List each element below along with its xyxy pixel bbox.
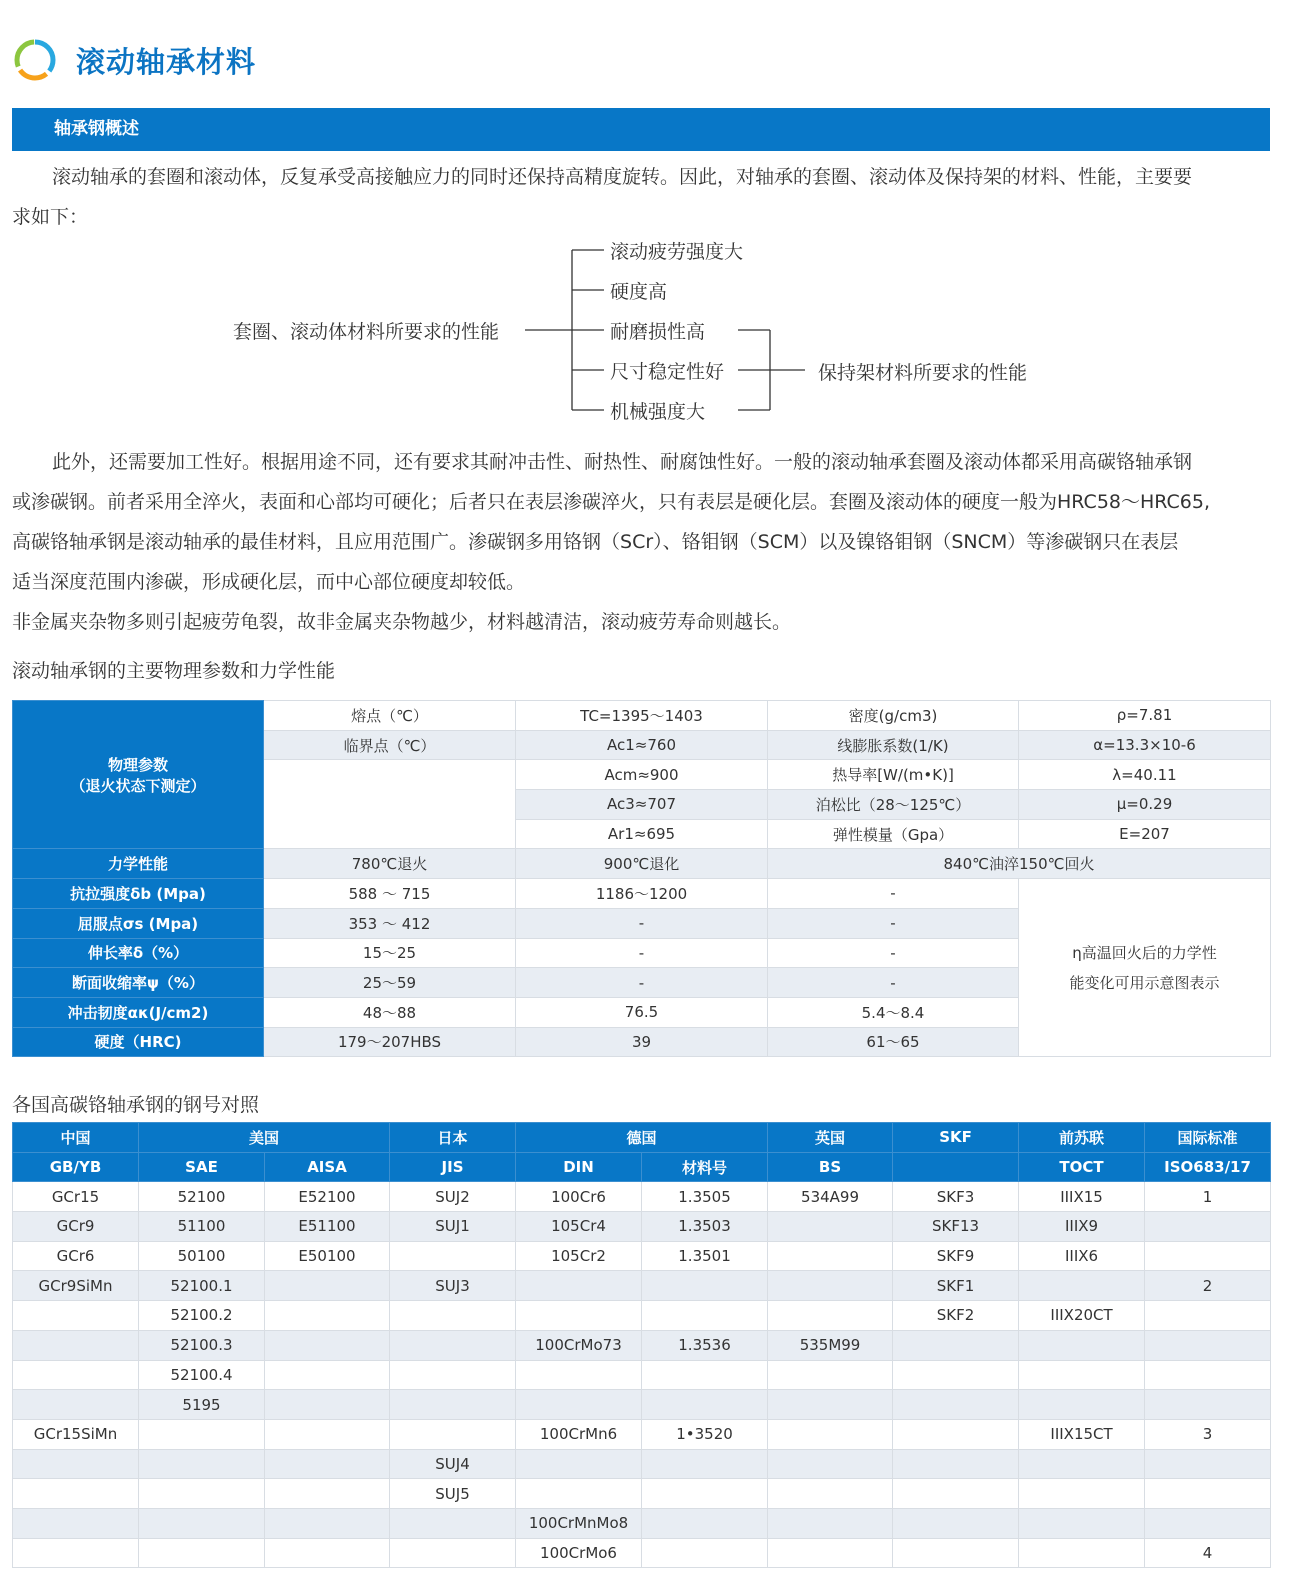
grade-cell: 100CrMn6 [516, 1419, 642, 1449]
tree-item: 滚动疲劳强度大 [610, 241, 744, 263]
phys-cell: ρ=7.81 [1019, 701, 1271, 731]
grade-cell: 100CrMo73 [516, 1330, 642, 1360]
grade-cell: E52100 [265, 1182, 390, 1212]
grade-cell [13, 1479, 139, 1509]
phys-cell: 线膨胀系数(1/K) [768, 730, 1019, 760]
grade-cell [893, 1419, 1019, 1449]
grade-cell [516, 1271, 642, 1301]
properties-table [12, 700, 1271, 1057]
grade-cell: 100Cr6 [516, 1182, 642, 1212]
grade-cell [768, 1449, 893, 1479]
grade-cell: 52100 [139, 1182, 265, 1212]
grade-cell [1019, 1449, 1145, 1479]
phys-cell: TC=1395～1403 [516, 701, 768, 731]
grade-cell: 1 [1145, 1182, 1271, 1212]
intro-line-2: 求如下： [12, 206, 89, 228]
grade-cell: SUJ3 [390, 1271, 516, 1301]
mech-cell: 39 [516, 1027, 768, 1057]
grades-header-standard: ISO683/17 [1145, 1152, 1271, 1182]
grade-cell: GCr15SiMn [13, 1419, 139, 1449]
grades-header-country: 日本 [390, 1123, 516, 1153]
grade-cell [516, 1479, 642, 1509]
mech-note-line: 能变化可用示意图表示 [1069, 973, 1220, 992]
table-row [13, 1360, 1271, 1390]
mech-row-label: 断面收缩率ψ（%） [13, 968, 264, 998]
grade-cell: 4 [1145, 1538, 1271, 1568]
grade-cell: IIIX15CT [1019, 1419, 1145, 1449]
table-row [13, 1390, 1271, 1420]
tree-item: 硬度高 [610, 281, 668, 303]
grade-cell: SKF2 [893, 1301, 1019, 1331]
grade-cell: 52100.1 [139, 1271, 265, 1301]
grades-header-standard: SAE [139, 1152, 265, 1182]
grade-cell [516, 1449, 642, 1479]
grade-cell [768, 1479, 893, 1509]
grade-cell: E50100 [265, 1241, 390, 1271]
mech-cell: - [768, 968, 1019, 998]
grade-cell [1019, 1360, 1145, 1390]
mech-header-cell: 780℃退火 [264, 849, 516, 879]
mech-cell: 48～88 [264, 997, 516, 1027]
mech-cell: 61～65 [768, 1027, 1019, 1057]
mech-cell: 588 ～ 715 [264, 879, 516, 909]
grade-cell: GCr9 [13, 1212, 139, 1242]
grade-cell: SKF13 [893, 1212, 1019, 1242]
mech-header-cell: 900℃退化 [516, 849, 768, 879]
grade-cell: 1.3536 [642, 1330, 768, 1360]
grade-cell [390, 1538, 516, 1568]
intro-line-1: 滚动轴承的套圈和滚动体，反复承受高接触应力的同时还保持高精度旋转。因此，对轴承的套圈、滚动体及保持架的材料、性能，主要要 [52, 166, 1193, 188]
grade-cell [265, 1360, 390, 1390]
grades-header-country: SKF [893, 1123, 1019, 1153]
grade-cell [768, 1301, 893, 1331]
page-header [12, 36, 256, 84]
mech-cell: - [768, 879, 1019, 909]
mech-cell: - [768, 908, 1019, 938]
grade-cell [1145, 1390, 1271, 1420]
phys-label-sub: （退火状态下测定） [70, 776, 206, 795]
grade-cell [13, 1330, 139, 1360]
grade-cell [1019, 1330, 1145, 1360]
phys-cell: Ac1≈760 [516, 730, 768, 760]
grade-cell [13, 1508, 139, 1538]
table-row [13, 1479, 1271, 1509]
grade-cell [139, 1479, 265, 1509]
grade-cell: SKF9 [893, 1241, 1019, 1271]
grade-cell: 52100.4 [139, 1360, 265, 1390]
tree-right-label: 保持架材料所要求的性能 [818, 362, 1028, 384]
table-row [13, 1330, 1271, 1360]
grade-cell [893, 1330, 1019, 1360]
grade-cell: 1.3505 [642, 1182, 768, 1212]
grade-cell [1145, 1330, 1271, 1360]
phys-cell: μ=0.29 [1019, 790, 1271, 820]
grade-cell [390, 1330, 516, 1360]
mech-cell: - [516, 908, 768, 938]
grade-cell: 3 [1145, 1419, 1271, 1449]
phys-cell: 密度(g/cm3) [768, 701, 1019, 731]
grade-cell: 1.3503 [642, 1212, 768, 1242]
grade-cell [1019, 1508, 1145, 1538]
grade-cell: SKF3 [893, 1182, 1019, 1212]
grade-cell [1019, 1271, 1145, 1301]
grades-header-standard: TOCT [1019, 1152, 1145, 1182]
phys-cell: Ac3≈707 [516, 790, 768, 820]
grade-cell [13, 1301, 139, 1331]
grade-cell [265, 1330, 390, 1360]
grade-cell: GCr15 [13, 1182, 139, 1212]
body-line-3: 高碳铬轴承钢是滚动轴承的最佳材料，且应用范围广。渗碳钢多用铬钢（SCr）、铬钼钢（SCM）以及镍铬钼钢（SNCM）等渗碳钢只在表层 [12, 531, 1179, 553]
grade-cell [516, 1390, 642, 1420]
grades-table [12, 1122, 1271, 1568]
grade-cell [1019, 1479, 1145, 1509]
phys-cell: α=13.3×10-6 [1019, 730, 1271, 760]
grade-cell [13, 1449, 139, 1479]
tree-left-label: 套圈、滚动体材料所要求的性能 [233, 321, 500, 343]
grade-cell [265, 1479, 390, 1509]
grade-cell: SUJ2 [390, 1182, 516, 1212]
grade-cell: IIIX15 [1019, 1182, 1145, 1212]
mech-cell: - [516, 938, 768, 968]
grade-cell [139, 1508, 265, 1538]
grades-header-standard: BS [768, 1152, 893, 1182]
phys-cell: 临界点（℃） [264, 730, 516, 760]
grade-cell [265, 1449, 390, 1479]
grade-cell: 100CrMo6 [516, 1538, 642, 1568]
grade-cell [13, 1360, 139, 1390]
mech-header-cell: 840℃油淬150℃回火 [768, 849, 1271, 879]
grade-cell [390, 1508, 516, 1538]
grade-cell: IIIX6 [1019, 1241, 1145, 1271]
table-row [13, 1241, 1271, 1271]
grades-header-standard: GB/YB [13, 1152, 139, 1182]
grade-cell: 52100.3 [139, 1330, 265, 1360]
grade-cell [768, 1419, 893, 1449]
phys-cell: 热导率[W/(m•K)] [768, 760, 1019, 790]
grades-header-country: 德国 [516, 1123, 768, 1153]
grade-cell [265, 1538, 390, 1568]
grade-cell: GCr6 [13, 1241, 139, 1271]
table-row [13, 1271, 1271, 1301]
grade-cell: 51100 [139, 1212, 265, 1242]
mech-row-label: 冲击韧度ακ(J/cm2) [13, 997, 264, 1027]
grade-cell: 100CrMnMo8 [516, 1508, 642, 1538]
grades-header-standard [893, 1152, 1019, 1182]
tree-item: 机械强度大 [610, 401, 706, 423]
body-line-5: 非金属夹杂物多则引起疲劳龟裂，故非金属夹杂物越少，材料越清洁，滚动疲劳寿命则越长。 [12, 611, 792, 633]
mech-cell: 76.5 [516, 997, 768, 1027]
grade-cell: SUJ1 [390, 1212, 516, 1242]
grade-cell [265, 1390, 390, 1420]
body-line-2: 或渗碳钢。前者采用全淬火，表面和心部均可硬化；后者只在表层渗碳淬火，只有表层是硬化层。套圈及滚动体的硬度一般为HRC58～HRC65, [12, 491, 1211, 513]
grade-cell: GCr9SiMn [13, 1271, 139, 1301]
grade-cell [768, 1212, 893, 1242]
grade-cell: IIIX20CT [1019, 1301, 1145, 1331]
body-line-4: 适当深度范围内渗碳，形成硬化层，而中心部位硬度却较低。 [12, 571, 526, 593]
grade-cell [768, 1538, 893, 1568]
mech-cell: 5.4～8.4 [768, 997, 1019, 1027]
grade-cell [642, 1301, 768, 1331]
mech-row-label: 屈服点σs (Mpa) [13, 908, 264, 938]
grade-cell [642, 1390, 768, 1420]
table-row [13, 1212, 1271, 1242]
grade-cell [1145, 1508, 1271, 1538]
grade-cell [893, 1360, 1019, 1390]
grade-cell [768, 1508, 893, 1538]
grade-cell [390, 1360, 516, 1390]
ring-logo-icon [12, 37, 58, 83]
grade-cell: 105Cr4 [516, 1212, 642, 1242]
phys-cell: Ar1≈695 [516, 819, 768, 849]
grades-table-body [13, 1182, 1271, 1568]
table-row [13, 1449, 1271, 1479]
grade-cell [768, 1360, 893, 1390]
grades-header-country: 美国 [139, 1123, 390, 1153]
grade-cell [265, 1508, 390, 1538]
grade-cell [1019, 1538, 1145, 1568]
grade-cell [390, 1390, 516, 1420]
grade-cell [1145, 1479, 1271, 1509]
grade-cell [139, 1538, 265, 1568]
tree-item: 耐磨损性高 [610, 321, 706, 343]
grade-cell [642, 1360, 768, 1390]
phys-label: 物理参数 [107, 755, 168, 774]
grade-cell [642, 1271, 768, 1301]
grade-cell [768, 1241, 893, 1271]
grades-header-standard: DIN [516, 1152, 642, 1182]
mech-cell: 1186～1200 [516, 879, 768, 909]
grades-header-country: 国际标准 [1145, 1123, 1271, 1153]
grade-cell [1145, 1241, 1271, 1271]
grade-cell [516, 1360, 642, 1390]
grades-header-country: 英国 [768, 1123, 893, 1153]
grade-cell [13, 1538, 139, 1568]
grade-cell: 1.3501 [642, 1241, 768, 1271]
grade-cell [1019, 1390, 1145, 1420]
page-title: 滚动轴承材料 [76, 44, 257, 79]
phys-cell: Acm≈900 [516, 760, 768, 790]
grade-cell [1145, 1449, 1271, 1479]
grade-cell [265, 1271, 390, 1301]
grade-cell [642, 1479, 768, 1509]
grade-cell [1145, 1360, 1271, 1390]
grade-cell [516, 1301, 642, 1331]
grade-cell [139, 1419, 265, 1449]
grade-cell [768, 1390, 893, 1420]
table-row [13, 1182, 1271, 1212]
mech-cell: - [516, 968, 768, 998]
table-row [13, 1419, 1271, 1449]
grade-cell: 535M99 [768, 1330, 893, 1360]
grade-cell [893, 1390, 1019, 1420]
body-line-1: 此外，还需要加工性好。根据用途不同，还有要求其耐冲击性、耐热性、耐腐蚀性好。一般的滚动轴承套圈及滚动体都采用高碳铬轴承钢 [52, 451, 1193, 473]
mech-row-label: 伸长率δ（%） [13, 938, 264, 968]
grade-cell [893, 1449, 1019, 1479]
grade-cell [642, 1449, 768, 1479]
grade-cell [390, 1241, 516, 1271]
table-row [13, 1508, 1271, 1538]
grade-cell [1145, 1301, 1271, 1331]
grade-cell [768, 1271, 893, 1301]
grades-header-country: 中国 [13, 1123, 139, 1153]
mech-cell: - [768, 938, 1019, 968]
grade-cell [642, 1508, 768, 1538]
phys-cell: 熔点（℃） [264, 701, 516, 731]
grade-cell [893, 1538, 1019, 1568]
phys-cell: λ=40.11 [1019, 760, 1271, 790]
grades-header-standard: JIS [390, 1152, 516, 1182]
grade-cell [390, 1301, 516, 1331]
grade-cell [893, 1508, 1019, 1538]
grade-cell: SUJ4 [390, 1449, 516, 1479]
grade-cell: 2 [1145, 1271, 1271, 1301]
mech-row-label: 抗拉强度δb (Mpa) [13, 879, 264, 909]
grade-cell [893, 1479, 1019, 1509]
phys-cell: 弹性模量（Gpa） [768, 819, 1019, 849]
phys-cell: E=207 [1019, 819, 1271, 849]
mech-cell: 179～207HBS [264, 1027, 516, 1057]
grade-cell: 52100.2 [139, 1301, 265, 1331]
mech-note-cell [1019, 879, 1271, 1057]
grade-cell: 50100 [139, 1241, 265, 1271]
grade-cell: IIIX9 [1019, 1212, 1145, 1242]
phys-cell: 泊松比（28～125℃） [768, 790, 1019, 820]
grades-header-standard: AISA [265, 1152, 390, 1182]
mech-row-label: 硬度（HRC) [13, 1027, 264, 1057]
phys-label-cell [13, 701, 264, 849]
grade-cell [642, 1538, 768, 1568]
table-row [13, 1538, 1271, 1568]
mech-cell: 25～59 [264, 968, 516, 998]
props-caption: 滚动轴承钢的主要物理参数和力学性能 [12, 660, 336, 682]
grade-cell: E51100 [265, 1212, 390, 1242]
phys-empty-cell [264, 760, 516, 849]
grade-cell [1145, 1212, 1271, 1242]
mech-cell: 15～25 [264, 938, 516, 968]
table-row [13, 1301, 1271, 1331]
grade-cell [139, 1449, 265, 1479]
requirements-diagram [0, 230, 1290, 430]
grade-cell [390, 1419, 516, 1449]
grade-cell [265, 1301, 390, 1331]
grade-cell [265, 1419, 390, 1449]
section-title-bar: 轴承钢概述 [12, 108, 1270, 151]
mech-note-line: η高温回火后的力学性 [1072, 943, 1217, 962]
mech-header-label: 力学性能 [13, 849, 264, 879]
grade-cell: 5195 [139, 1390, 265, 1420]
grade-cell: SKF1 [893, 1271, 1019, 1301]
grades-header-standard: 材料号 [642, 1152, 768, 1182]
grade-cell [13, 1390, 139, 1420]
grades-caption: 各国高碳铬轴承钢的钢号对照 [12, 1094, 260, 1116]
mech-cell: 353 ～ 412 [264, 908, 516, 938]
grade-cell: SUJ5 [390, 1479, 516, 1509]
grade-cell: 1•3520 [642, 1419, 768, 1449]
grade-cell: 105Cr2 [516, 1241, 642, 1271]
tree-item: 尺寸稳定性好 [610, 361, 725, 383]
grade-cell: 534A99 [768, 1182, 893, 1212]
grades-header-country: 前苏联 [1019, 1123, 1145, 1153]
